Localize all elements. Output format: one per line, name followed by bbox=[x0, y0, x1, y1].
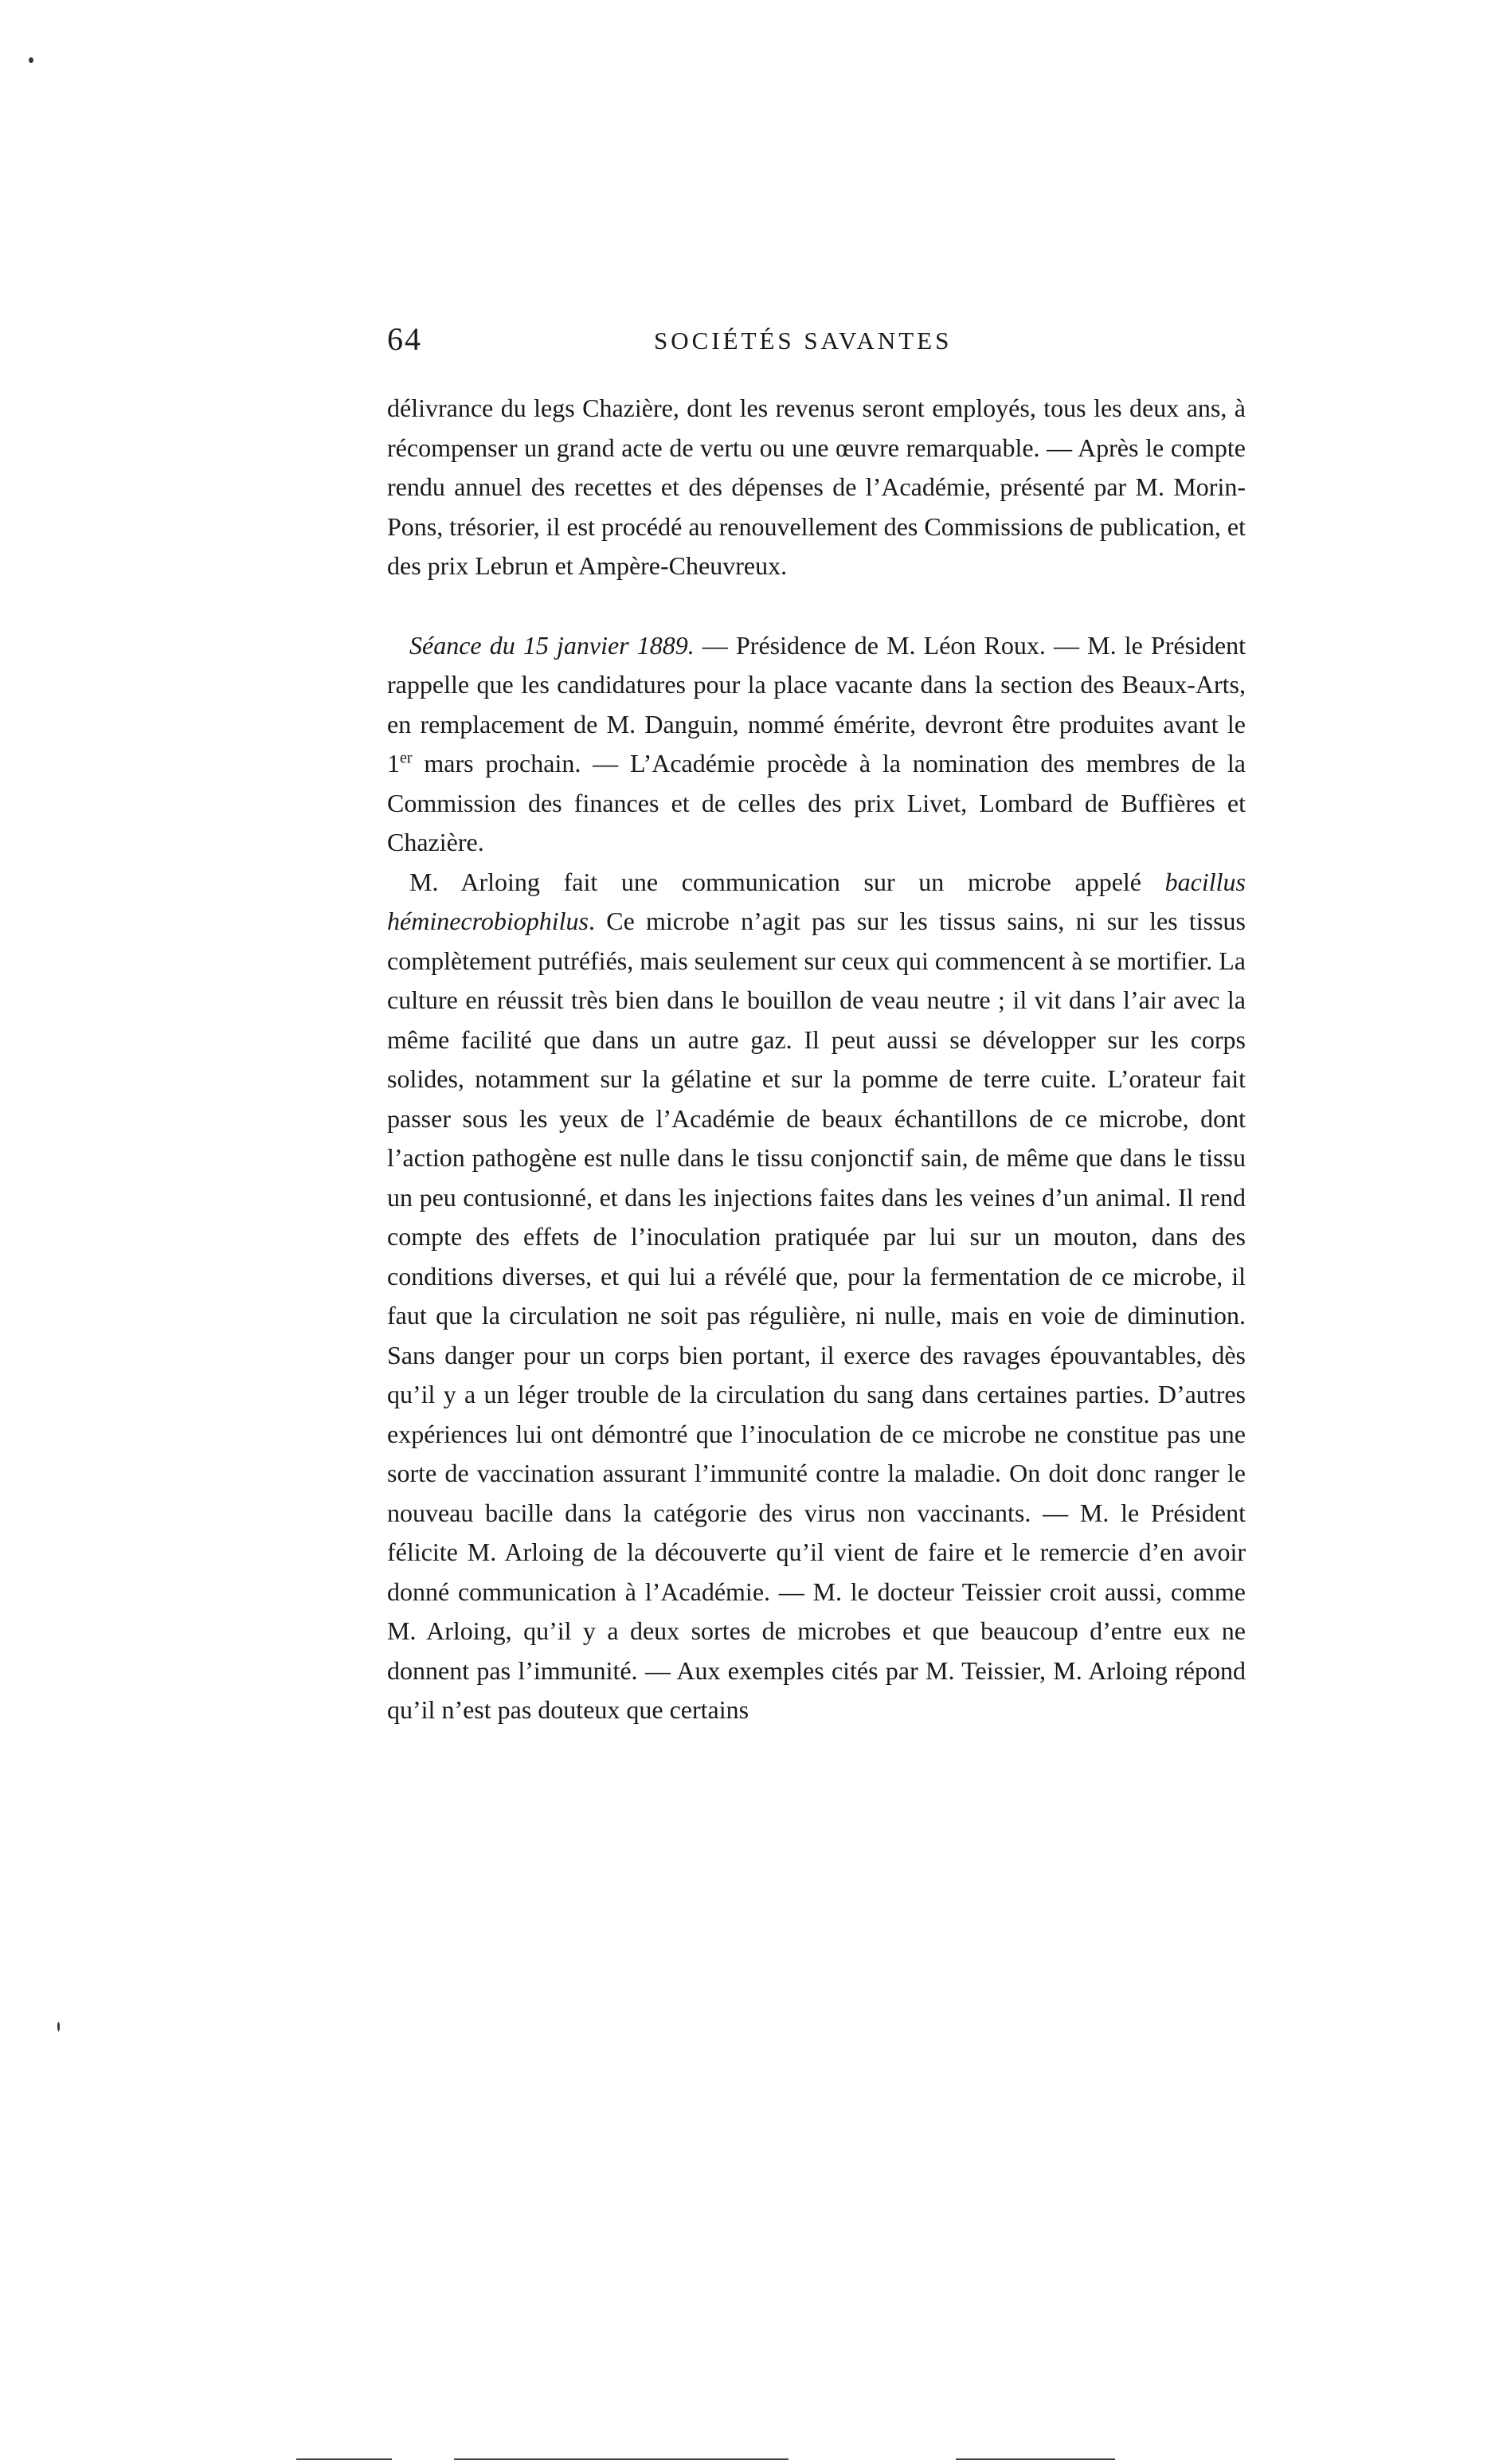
paragraph-text: — Présidence de M. Léon Roux. — M. le Président rappelle que les candidatures pour la place vacante dans la section des Beaux-Arts, en remplacement de M. Danguin, nommé émérite, devront être produites avant le 1 bbox=[387, 630, 1246, 778]
bottom-rule bbox=[956, 2458, 1115, 2460]
session-date: Séance du 15 janvier 1889. bbox=[409, 630, 695, 660]
scan-speck bbox=[29, 57, 33, 63]
body-text bbox=[387, 389, 1246, 1730]
running-head: SOCIÉTÉS SAVANTES bbox=[654, 327, 953, 355]
page-header bbox=[387, 320, 1246, 360]
species-name: bacillus héminecrobiophilus bbox=[387, 867, 1246, 935]
paragraph-text: . Ce microbe n’agit pas sur les tissus sains, ni sur les tissus complètement putréfiés, mais seulement sur ceux qui commencent à se mortifier. La culture en réussit très bien dans le bouillon de veau neutre ; il vit dans l’air avec la même facilité que dans un autre gaz. Il peut aussi se développer sur les corps solides, notamment sur la gélatine et sur la pomme de terre cuite. L’orateur fait passer sous les yeux de l’Académie de beaux échantillons de ce microbe, dont l’action pathogène est nulle dans le tissu conjonctif sain, de même que dans le tissu un peu contusionné, et dans les injections faites dans les veines d’un animal. Il rend compte des effets de l’inoculation pratiquée par lui sur un mouton, dans des conditions diverses, et qui lui a révélé que, pour la fermentation de ce microbe, il faut que la circulation ne soit pas régulière, ni nulle, mais en voie de diminution. Sans danger pour un corps bien portant, il exerce des ravages épouvantables, dès qu’il y a un léger trouble de la circulation du sang dans certaines parties. D’autres expériences lui ont démontré que l’inoculation de ce microbe ne constitue pas une sorte de vaccination assurant l’immunité contre la maladie. On doit donc ranger le nouveau bacille dans la catégorie des virus non vaccinants. — M. le Président félicite M. Arloing de la découverte qu’il vient de faire et le remercie d’en avoir donné communication à l’Académie. — M. le docteur Teissier croit aussi, comme M. Arloing, qu’il y a deux sortes de microbes et que beaucoup d’entre eux ne donnent pas l’immunité. — Aux exemples cités par M. Teissier, M. Arloing répond qu’il n’est pas douteux que certains bbox=[387, 907, 1246, 1724]
page-number: 64 bbox=[387, 321, 422, 357]
paragraph-arloing bbox=[387, 863, 1246, 1730]
paragraph-seance bbox=[387, 626, 1246, 863]
bottom-rule bbox=[296, 2458, 392, 2460]
paragraph: délivrance du legs Chazière, dont les revenus seront employés, tous les deux ans, à récompenser un grand acte de vertu ou une œuvre remarquable. — Après le compte rendu annuel des recettes et des dépenses de l’Académie, présenté par M. Morin-Pons, trésorier, il est procédé au renouvellement des Commissions de publication, et des prix Lebrun et Ampère-Cheuvreux. bbox=[387, 394, 1246, 580]
bottom-rule bbox=[454, 2458, 789, 2460]
ordinal-superscript: er bbox=[400, 749, 413, 767]
paragraph-text: mars prochain. — L’Académie procède à la nomination des membres de la Commission des finances et de celles des prix Livet, Lombard de Buffières et Chazière. bbox=[387, 749, 1246, 856]
paragraph-text: M. Arloing fait une communication sur un microbe appelé bbox=[409, 867, 1165, 896]
scan-speck bbox=[57, 2022, 60, 2031]
